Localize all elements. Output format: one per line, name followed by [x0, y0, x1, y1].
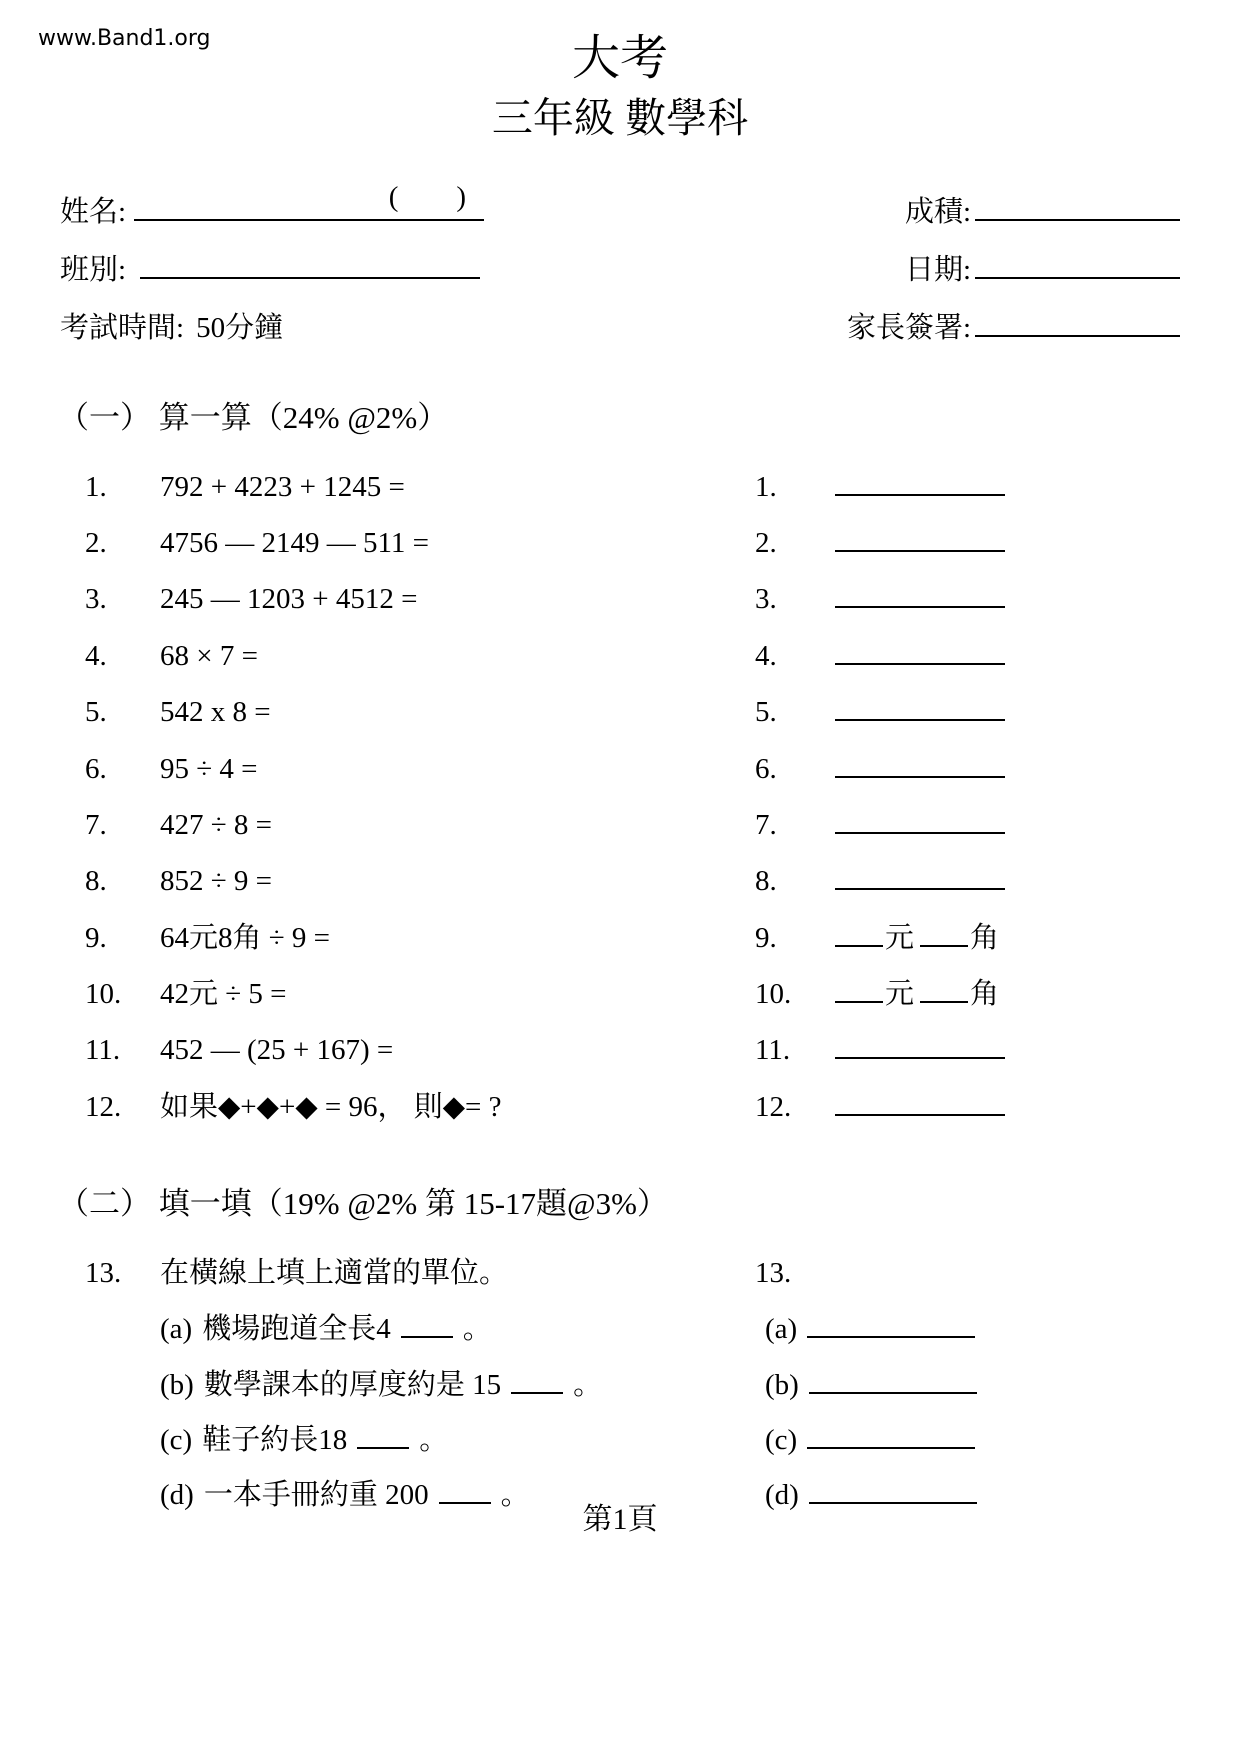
question-row — [0, 471, 1240, 504]
question-text: 245 — 1203 + 4512 = — [160, 583, 418, 616]
exam-time-value: 50分鐘 — [196, 311, 284, 344]
sub-question-text: 機場跑道全長4 — [202, 1313, 391, 1346]
question-text: 95 ÷ 4 = — [160, 752, 258, 785]
answer-blank — [835, 606, 1005, 608]
sub-question-label: (d) — [160, 1479, 194, 1512]
question-text: 64元8角 ÷ 9 = — [160, 921, 331, 954]
question-text: 852 ÷ 9 = — [160, 865, 273, 898]
question-row — [0, 1034, 1240, 1067]
jiao-label: 角 — [970, 977, 1000, 1010]
question-text: 在橫線上填上適當的單位。 — [160, 1256, 509, 1289]
page-title: 大考 — [571, 32, 668, 85]
question-number: 2. — [85, 527, 107, 560]
answer-blank — [835, 663, 1005, 665]
question-number: 4. — [85, 639, 107, 672]
yuan-blank — [835, 1001, 883, 1003]
question-text: 427 ÷ 8 = — [160, 808, 273, 841]
question-row — [0, 583, 1240, 616]
name-blank — [134, 180, 484, 221]
sub-answer-label: (d) — [765, 1479, 799, 1512]
answer-number: 11. — [755, 1034, 791, 1067]
sub-question-tail: 。 — [573, 1368, 603, 1401]
jiao-blank — [920, 945, 968, 947]
answer-blank — [835, 550, 1005, 552]
answer-blank — [835, 888, 1005, 890]
answer-blank — [835, 776, 1005, 778]
sub-answer-blank — [807, 1447, 975, 1449]
question-text: 42元 ÷ 5 = — [160, 977, 287, 1010]
answer-number: 13. — [755, 1256, 792, 1289]
answer-blank — [835, 1114, 1005, 1116]
section2-heading: （二） 填一填（19% @2% 第 15-17題@3%） — [58, 1185, 668, 1221]
question-row — [0, 978, 1240, 1011]
parent-signature-label: 家長簽署: — [846, 311, 971, 344]
question-row — [0, 809, 1240, 842]
question-number: 3. — [85, 583, 107, 616]
question-row — [0, 1257, 1240, 1290]
question-number: 8. — [85, 865, 107, 898]
score-blank — [975, 219, 1180, 221]
question-row — [0, 527, 1240, 560]
sub-question-label: (b) — [160, 1368, 194, 1401]
sub-answer-blank — [809, 1392, 977, 1394]
sub-question-tail: 。 — [419, 1423, 449, 1456]
answer-number: 12. — [755, 1090, 792, 1123]
question-number: 6. — [85, 752, 107, 785]
question-text: 542 x 8 = — [160, 696, 271, 729]
answer-blank-money — [835, 978, 1005, 1011]
question-number: 1. — [85, 470, 107, 503]
sub-question-row — [0, 1369, 1240, 1402]
answer-number: 4. — [755, 639, 777, 672]
question-row — [0, 753, 1240, 786]
question-number: 11. — [85, 1034, 121, 1067]
question-text: 792 + 4223 + 1245 = — [160, 470, 405, 503]
answer-blank-money — [835, 922, 1005, 955]
question-number: 7. — [85, 808, 107, 841]
answer-number: 9. — [755, 921, 777, 954]
answer-blank — [835, 832, 1005, 834]
question-row — [0, 1091, 1240, 1124]
sub-question-tail: 。 — [462, 1313, 492, 1346]
jiao-label: 角 — [970, 921, 1000, 954]
answer-number: 5. — [755, 696, 777, 729]
header-row-2 — [60, 247, 1180, 288]
inline-unit-blank — [401, 1336, 453, 1338]
question-text: 452 — (25 + 167) = — [160, 1034, 394, 1067]
answer-blank — [835, 719, 1005, 721]
sub-answer-label: (c) — [765, 1423, 798, 1456]
question-row — [0, 922, 1240, 955]
yuan-label: 元 — [885, 977, 915, 1010]
yuan-label: 元 — [885, 921, 915, 954]
section1-heading: （一） 算一算（24% @2%） — [58, 399, 449, 435]
question-number: 5. — [85, 696, 107, 729]
score-label: 成積: — [904, 195, 971, 228]
exam-time-label: 考試時間: — [60, 311, 185, 344]
answer-number: 8. — [755, 865, 777, 898]
question-text: 68 × 7 = — [160, 639, 258, 672]
sub-question-text: 一本手冊約重 200 — [203, 1479, 429, 1512]
date-label: 日期: — [904, 253, 971, 286]
question-row — [0, 696, 1240, 729]
inline-unit-blank — [511, 1392, 563, 1394]
answer-blank — [835, 1057, 1005, 1059]
parent-signature-blank — [975, 335, 1180, 337]
question-number: 9. — [85, 921, 107, 954]
class-label: 班別: — [60, 253, 127, 286]
sub-answer-label: (b) — [765, 1368, 799, 1401]
date-blank — [975, 277, 1180, 279]
question-text: 如果◆+◆+◆ = 96， 則◆= ? — [160, 1090, 502, 1123]
sub-answer-label: (a) — [765, 1313, 798, 1346]
page-subtitle: 三年級 數學科 — [491, 94, 749, 141]
question-row — [0, 865, 1240, 898]
page-number: 第1頁 — [582, 1503, 658, 1536]
header-fields — [60, 180, 1180, 346]
answer-number: 3. — [755, 583, 777, 616]
header-row-3 — [60, 305, 1180, 346]
name-label: 姓名: — [60, 195, 127, 228]
sub-question-label: (c) — [160, 1423, 193, 1456]
answer-number: 2. — [755, 527, 777, 560]
question-number: 12. — [85, 1090, 122, 1123]
sub-question-row — [0, 1424, 1240, 1457]
sub-question-row — [0, 1313, 1240, 1346]
answer-number: 7. — [755, 808, 777, 841]
question-text: 4756 — 2149 — 511 = — [160, 527, 430, 560]
class-number-paren: ( ) — [388, 180, 467, 213]
inline-unit-blank — [357, 1447, 409, 1449]
jiao-blank — [920, 1001, 968, 1003]
answer-number: 1. — [755, 470, 777, 503]
header-row-1 — [60, 180, 1180, 230]
yuan-blank — [835, 945, 883, 947]
question-row — [0, 640, 1240, 673]
sub-question-label: (a) — [160, 1313, 193, 1346]
class-blank — [140, 277, 480, 279]
sub-question-text: 數學課本的厚度約是 15 — [203, 1368, 502, 1401]
answer-blank — [835, 494, 1005, 496]
answer-number: 6. — [755, 752, 777, 785]
sub-question-text: 鞋子約長18 — [202, 1423, 348, 1456]
question-number: 13. — [85, 1256, 122, 1289]
sub-question-tail: 。 — [500, 1479, 530, 1512]
answer-number: 10. — [755, 977, 792, 1010]
question-number: 10. — [85, 977, 122, 1010]
site-watermark: www.Band1.org — [38, 26, 211, 51]
sub-answer-blank — [807, 1336, 975, 1338]
